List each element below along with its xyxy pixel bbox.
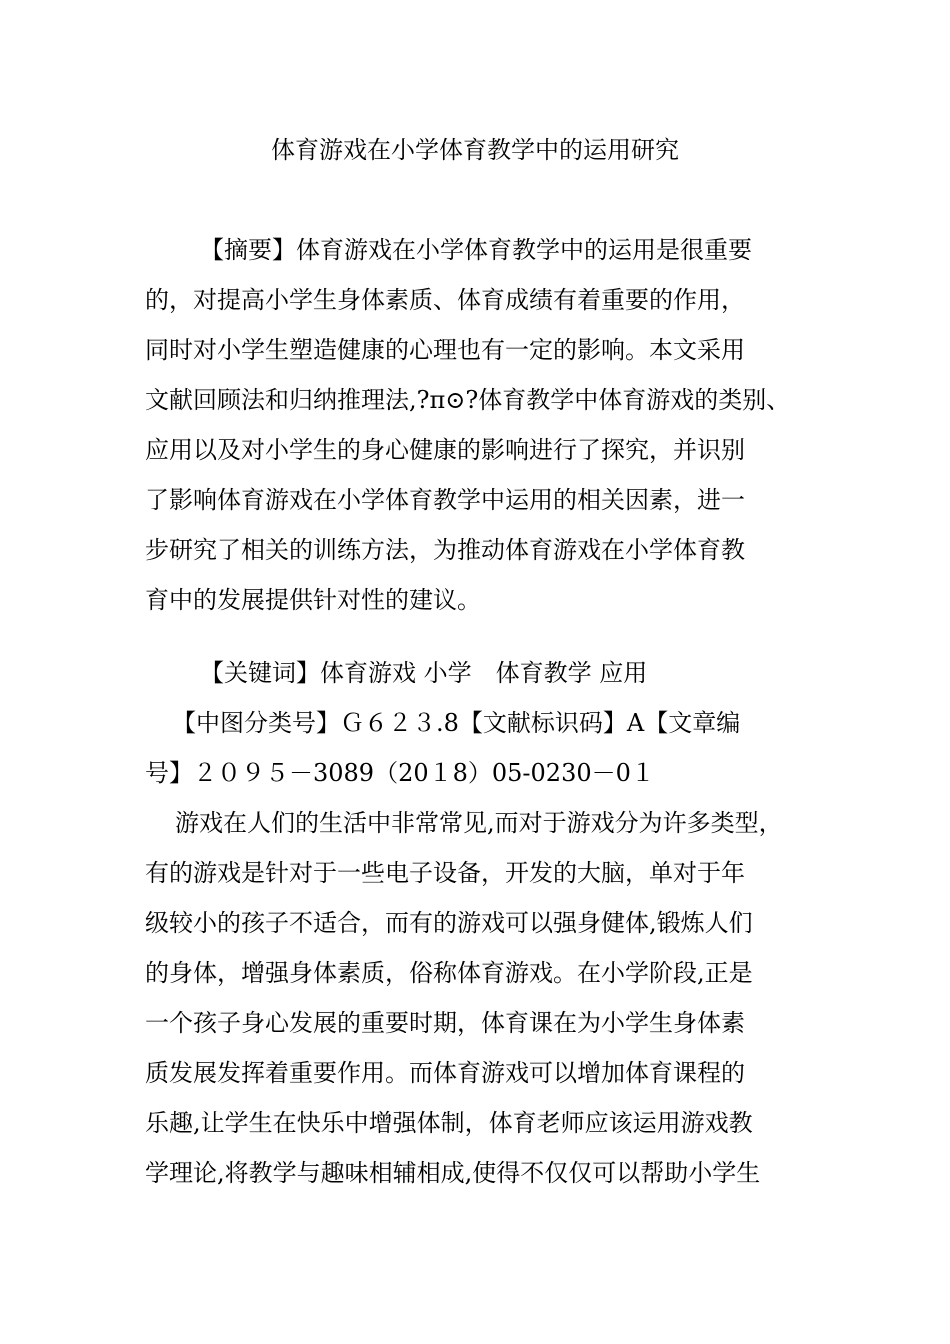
abstract-line: 的，对提高小学生身体素质、体育成绩有着重要的作用， xyxy=(145,286,745,314)
abstract-line: 文献回顾法和归纳推理法,?π⊙?体育教学中体育游戏的类别、 xyxy=(145,386,791,414)
body-line: 学理论,将教学与趣味相辅相成,使得不仅仅可以帮助小学生 xyxy=(145,1159,761,1187)
abstract-line: 【摘要】体育游戏在小学体育教学中的运用是很重要 xyxy=(200,236,752,264)
classification-line: 【中图分类号】Ｇ６２３.8【文献标识码】A【文章编 xyxy=(172,709,741,737)
document-title: 体育游戏在小学体育教学中的运用研究 xyxy=(271,136,679,164)
body-line: 的身体，增强身体素质，俗称体育游戏。在小学阶段,正是 xyxy=(145,959,753,987)
abstract-line: 了影响体育游戏在小学体育教学中运用的相关因素，进一 xyxy=(145,486,745,514)
keywords-line: 【关键词】体育游戏 小学 体育教学 应用 xyxy=(200,659,648,687)
abstract-line: 同时对小学生塑造健康的心理也有一定的影响。本文采用 xyxy=(145,336,745,364)
body-line: 质发展发挥着重要作用。而体育游戏可以增加体育课程的 xyxy=(145,1059,745,1087)
body-line: 一个孩子身心发展的重要时期，体育课在为小学生身体素 xyxy=(145,1009,745,1037)
body-line: 乐趣,让学生在快乐中增强体制，体育老师应该运用游戏教 xyxy=(145,1109,753,1137)
body-line: 有的游戏是针对于一些电子设备，开发的大脑，单对于年 xyxy=(145,859,745,887)
abstract-line: 步研究了相关的训练方法，为推动体育游戏在小学体育教 xyxy=(145,536,745,564)
body-line: 游戏在人们的生活中非常常见,而对于游戏分为许多类型， xyxy=(175,809,783,837)
body-line: 级较小的孩子不适合，而有的游戏可以强身健体,锻炼人们 xyxy=(145,909,753,937)
classification-line: 号】２０９５－3089（20１8）05-0230－0１ xyxy=(145,759,655,787)
abstract-line: 育中的发展提供针对性的建议。 xyxy=(145,586,481,614)
abstract-line: 应用以及对小学生的身心健康的影响进行了探究，并识别 xyxy=(145,436,745,464)
